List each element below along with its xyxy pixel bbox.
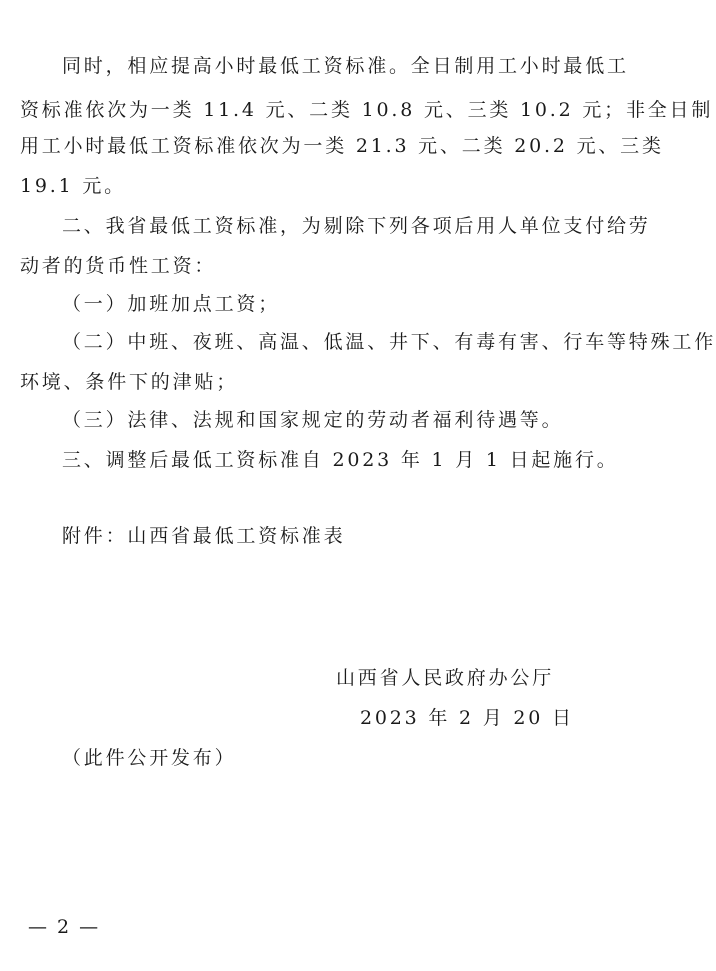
list-item-2-line-2: 环境、条件下的津贴；	[20, 371, 239, 393]
issuer-name: 山西省人民政府办公厅	[336, 667, 555, 689]
attachment-line: 附件：山西省最低工资标准表	[62, 525, 346, 547]
paragraph-2-line-2: 动者的货币性工资：	[20, 255, 217, 277]
paragraph-1-line-3: 用工小时最低工资标准依次为一类 21.3 元、二类 20.2 元、三类	[20, 135, 664, 157]
page-number: — 2 —	[28, 916, 101, 938]
issue-date: 2023 年 2 月 20 日	[360, 707, 574, 729]
paragraph-3: 三、调整后最低工资标准自 2023 年 1 月 1 日起施行。	[62, 449, 619, 471]
list-item-1: （一）加班加点工资；	[62, 293, 281, 315]
release-note: （此件公开发布）	[62, 747, 237, 769]
paragraph-1-line-2: 资标准依次为一类 11.4 元、二类 10.8 元、三类 10.2 元；非全日制	[20, 99, 714, 121]
paragraph-1-line-1: 同时，相应提高小时最低工资标准。全日制用工小时最低工	[62, 55, 629, 77]
list-item-3: （三）法律、法规和国家规定的劳动者福利待遇等。	[62, 409, 564, 431]
paragraph-1-line-4: 19.1 元。	[20, 175, 126, 197]
list-item-2-line-1: （二）中班、夜班、高温、低温、井下、有毒有害、行车等特殊工作	[62, 331, 716, 353]
paragraph-2-line-1: 二、我省最低工资标准，为剔除下列各项后用人单位支付给劳	[62, 215, 651, 237]
